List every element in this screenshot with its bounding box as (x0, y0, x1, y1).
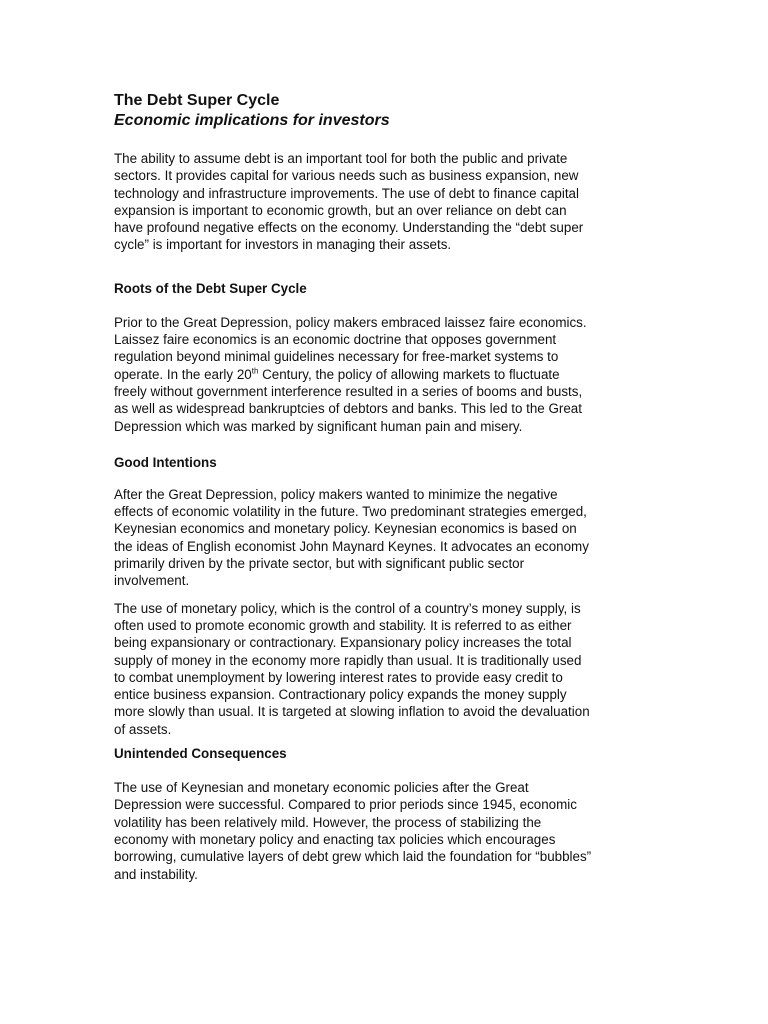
intro-line: have profound negative effects on the economy. Understanding the “debt super (114, 220, 584, 236)
document-title: The Debt Super Cycle (114, 92, 280, 109)
monetary-line: of assets. (114, 721, 172, 737)
section-heading-unintended-consequences: Unintended Consequences (114, 746, 287, 762)
intentions-line: effects of economic volatility in the future. Two predominant strategies emerged, (114, 504, 587, 520)
intro-line: The ability to assume debt is an important tool for both the public and private (114, 151, 568, 166)
intentions-line: After the Great Depression, policy makers wanted to minimize the negative (114, 486, 558, 502)
monetary-line: supply of money in the economy more rapidly than usual. It is traditionally used (114, 652, 582, 668)
consequences-line: volatility has been relatively mild. However, the process of stabilizing the (114, 814, 542, 830)
roots-line: Laissez faire economics is an economic doctrine that opposes government (114, 332, 557, 348)
good-intentions-paragraph-1 (114, 486, 668, 590)
document-subtitle: Economic implications for investors (114, 112, 390, 129)
monetary-line: being expansionary or contractionary. Expansionary policy increases the total (114, 635, 572, 651)
roots-line: Prior to the Great Depression, policy makers embraced laissez faire economics. (114, 314, 587, 330)
roots-line-part: operate. In the early 20 (114, 366, 252, 382)
intro-line: expansion is important to economic growth, but an over reliance on debt can (114, 202, 567, 218)
section-heading-good-intentions: Good Intentions (114, 454, 217, 470)
consequences-line: and instability. (114, 866, 198, 882)
consequences-line: economy with monetary policy and enacting tax policies which encourages (114, 831, 556, 847)
consequences-paragraph (114, 779, 668, 883)
roots-line: Depression which was marked by significant human pain and misery. (114, 418, 523, 434)
roots-paragraph (114, 314, 668, 435)
good-intentions-paragraph-2 (114, 600, 668, 738)
ordinal-superscript: th (251, 366, 259, 376)
intentions-line: the ideas of English economist John Maynard Keynes. It advocates an economy (114, 538, 589, 554)
section-heading-roots: Roots of the Debt Super Cycle (114, 280, 307, 296)
intentions-line: primarily driven by the private sector, but with significant public sector (114, 556, 525, 572)
intentions-line: Keynesian economics and monetary policy. Keynesian economics is based on (114, 521, 577, 537)
monetary-line: The use of monetary policy, which is the control of a country’s money supply, is (114, 600, 581, 616)
monetary-line: entice business expansion. Contractionary policy expands the money supply (114, 687, 567, 703)
roots-line (114, 366, 668, 383)
intro-line: technology and infrastructure improvements. The use of debt to finance capital (114, 185, 579, 201)
monetary-line: often used to promote economic growth and stability. It is referred to as either (114, 617, 572, 633)
consequences-line: The use of Keynesian and monetary economic policies after the Great (114, 780, 529, 796)
monetary-line: more slowly than usual. It is targeted at slowing inflation to avoid the devaluation (114, 704, 590, 720)
roots-line: regulation beyond minimal guidelines necessary for free-market systems to (114, 349, 559, 365)
monetary-line: to combat unemployment by lowering interest rates to provide easy credit to (114, 669, 563, 685)
roots-line: as well as widespread bankruptcies of debtors and banks. This led to the Great (114, 401, 582, 417)
intentions-line: involvement. (114, 573, 190, 589)
intro-line: cycle” is important for investors in managing their assets. (114, 237, 452, 253)
roots-line-part: Century, the policy of allowing markets to fluctuate (258, 366, 560, 382)
intro-line: sectors. It provides capital for various needs such as business expansion, new (114, 168, 579, 184)
roots-line: freely without government interference resulted in a series of booms and busts, (114, 383, 583, 399)
consequences-line: Depression were successful. Compared to prior periods since 1945, economic (114, 797, 577, 813)
intro-paragraph (114, 150, 668, 254)
consequences-line: borrowing, cumulative layers of debt grew which laid the foundation for “bubbles” (114, 849, 592, 865)
